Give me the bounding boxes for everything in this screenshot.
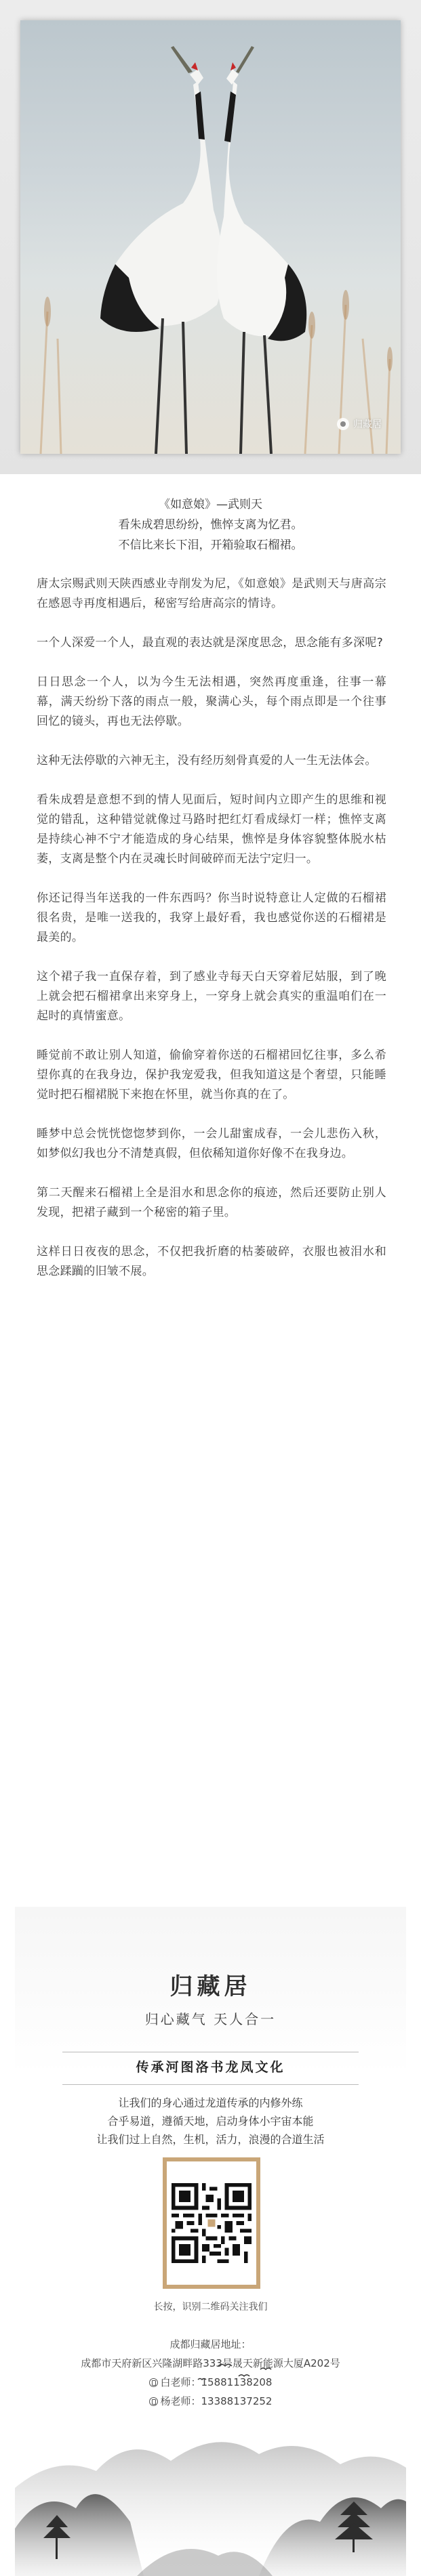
hero-frame — [0, 0, 421, 474]
article-paragraph: 日日思念一个人，以为今生无法相遇，突然再度重逢，往事一幕幕，满天纷纷下落的雨点一般，聚满心头，每个雨点即是一个往事回忆的镜头，再也无法停歇。 — [37, 675, 386, 728]
mission-line: 让我们过上自然，生机，活力，浪漫的合道生活 — [96, 2133, 325, 2146]
poem — [0, 494, 421, 555]
mission-line: 合乎易道，遵循天地，启动身体小宇宙本能 — [107, 2115, 314, 2128]
watermark-text: 归藏居 — [353, 419, 382, 429]
mission-line: 让我们的身心通过龙道传承的内修外练 — [118, 2096, 303, 2109]
photo-watermark — [337, 417, 382, 431]
article-paragraph: 这样日日夜夜的思念，不仅把我折磨的枯萎破碎，衣服也被泪水和思念蹂躏的旧皱不展。 — [37, 1245, 386, 1278]
article-body — [37, 574, 386, 1301]
address: 成都市天府新区兴隆湖畔路333号晟天新能源大厦A202号 — [81, 2357, 340, 2369]
ink-landscape-image — [15, 2352, 406, 2576]
brand-slogan: 归心藏气 天人合一 — [144, 2011, 277, 2027]
article-paragraph: 你还记得当年送我的一件东西吗？你当时说特意让人定做的石榴裙很名贵，是唯一送我的，我穿上最好看，我也感觉你送的石榴裙是最美的。 — [37, 891, 386, 944]
phone-number[interactable]: 白老师：15881138208 — [160, 2376, 273, 2388]
article-paragraph: 睡觉前不敢让别人知道，偷偷穿着你送的石榴裙回忆往事，多么希望你真的在我身边，保护我宠爱我，但我知道这是个奢望，只能睡觉时把石榴裙脱下来抱在怀里，就当你真的在了。 — [37, 1049, 386, 1101]
red-crowned-cranes-image — [20, 20, 401, 454]
poem-line: 看朱成碧思纷纷，憔悴支离为忆君。 — [118, 518, 303, 532]
article-paragraph: 看朱成碧是意想不到的情人见面后，短时间内立即产生的思维和视觉的错乱，这种错觉就像过马路时把红灯看成绿灯一样；憔悴支离是持续心神不宁才能造成的身心结果，憔悴是身体容貌整体脱水枯萎，支离是整个内在灵魂长时间破碎而无法宁定归一。 — [37, 793, 386, 866]
article-paragraph: 这种无法停歇的六神无主，没有经历刻骨真爱的人一生无法体会。 — [37, 754, 377, 767]
contact-title: 成都归藏居地址： — [169, 2338, 252, 2350]
hero-photo — [20, 20, 401, 454]
culture-heading: 传承河图洛书龙凤文化 — [136, 2060, 285, 2075]
poem-line: 不信比来长下泪，开箱验取石榴裙。 — [118, 539, 303, 552]
qr-caption: 长按，识别二维码关注我们 — [153, 2302, 268, 2313]
article-paragraph: 这个裙子我一直保存着，到了感业寺每天白天穿着尼姑服，到了晚上就会把石榴裙拿出来穿身上，一穿身上就会真实的重温咱们在一起时的真情蜜意。 — [37, 970, 386, 1023]
footer-card — [15, 1907, 406, 2576]
article-paragraph: 第二天醒来石榴裙上全是泪水和思念你的痕迹，然后还要防止别人发现，把裙子藏到一个秘密的箱子里。 — [37, 1186, 386, 1219]
phone-number[interactable]: 杨老师：13388137252 — [160, 2395, 273, 2407]
brand-title: 归藏居 — [169, 1975, 252, 2000]
mission-text — [15, 2094, 406, 2149]
wechat-icon — [337, 418, 349, 430]
qr-code[interactable] — [163, 2157, 260, 2289]
article-paragraph: 睡梦中总会恍恍惚惚梦到你，一会儿甜蜜成春，一会儿悲伤入秋，如梦似幻我也分不清楚真假，但依稀知道你好像不在我身边。 — [37, 1127, 386, 1160]
qr-code-icon — [172, 2183, 252, 2263]
article-paragraph: 唐太宗赐武则天陕西感业寺削发为尼，《如意娘》是武则天与唐高宗在感恩寺再度相遇后，秘密写给唐高宗的情诗。 — [37, 577, 386, 610]
article-paragraph: 一个人深爱一个人，最直观的表达就是深度思念，思念能有多深呢? — [37, 636, 384, 650]
poem-title: 《如意娘》—武则天 — [159, 498, 262, 511]
divider — [62, 2084, 359, 2085]
